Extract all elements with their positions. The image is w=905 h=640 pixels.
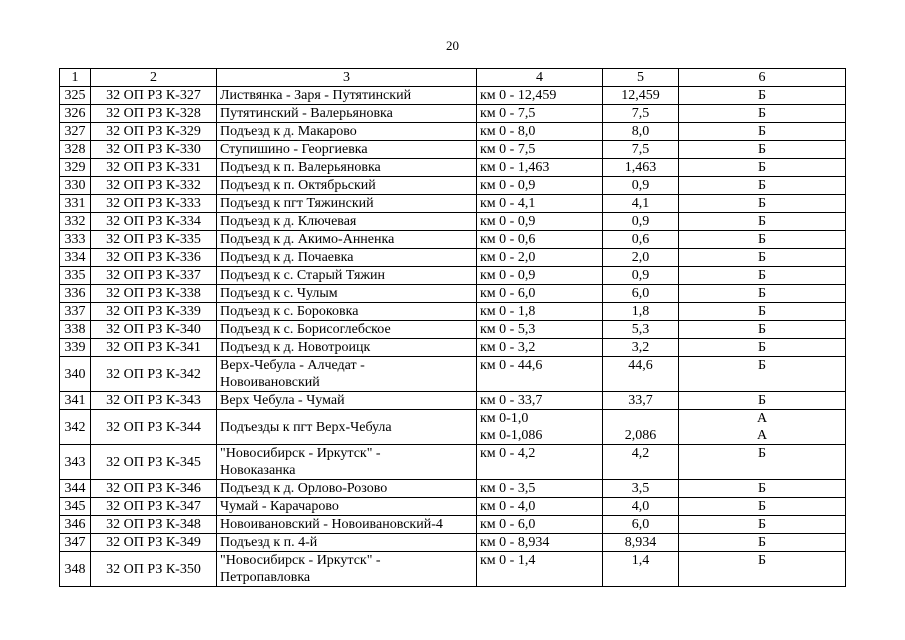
km-range-line: км 0 - 4,0 [480, 499, 536, 514]
km-range-cell [477, 339, 603, 357]
km-range-cell [477, 249, 603, 267]
road-name-cell [217, 195, 477, 213]
row-number-cell: 341 [60, 392, 91, 410]
table-row [60, 321, 846, 339]
km-range-line: км 0 - 0,9 [480, 268, 536, 283]
road-name-line: Подъезд к д. Ключевая [220, 214, 357, 229]
row-number-cell: 348 [60, 552, 91, 587]
category-line: Б [757, 88, 767, 103]
length-cell [603, 516, 679, 534]
road-code-cell: 32 ОП РЗ К-343 [91, 392, 217, 410]
road-name-line: Петропавловка [220, 570, 311, 585]
length-line: 1,8 [631, 304, 650, 319]
category-cell [679, 321, 846, 339]
km-range-cell [477, 141, 603, 159]
km-range-line: км 0-1,086 [480, 428, 543, 443]
category-line: Б [757, 178, 767, 193]
length-line: 0,9 [631, 178, 650, 193]
category-cell [679, 249, 846, 267]
category-cell [679, 498, 846, 516]
header-cell: 1 [60, 69, 91, 87]
length-line: 6,0 [631, 286, 650, 301]
road-name-line: Ступишино - Георгиевка [220, 142, 368, 157]
road-name-cell [217, 177, 477, 195]
row-number-cell: 332 [60, 213, 91, 231]
km-range-cell [477, 123, 603, 141]
road-name-cell [217, 213, 477, 231]
row-number-cell: 335 [60, 267, 91, 285]
km-range-line: км 0 - 8,934 [480, 535, 550, 550]
road-name-line: Подъезд к д. Новотроицк [220, 340, 371, 355]
category-line: Б [757, 499, 767, 514]
road-name-line: Новоивановский [220, 375, 320, 390]
km-range-line: км 0 - 8,0 [480, 124, 536, 139]
category-line: Б [757, 535, 767, 550]
road-name-line: Подъезды к пгт Верх-Чебула [220, 419, 392, 435]
category-cell [679, 267, 846, 285]
category-line: Б [757, 160, 767, 175]
table-row [60, 552, 846, 587]
road-name-cell [217, 321, 477, 339]
table-row [60, 87, 846, 105]
road-name-cell [217, 445, 477, 480]
length-line: 33,7 [628, 393, 653, 408]
road-code-cell: 32 ОП РЗ К-348 [91, 516, 217, 534]
table-row [60, 267, 846, 285]
road-name-cell [217, 410, 477, 445]
table-row [60, 303, 846, 321]
road-name-cell [217, 285, 477, 303]
road-name-cell [217, 480, 477, 498]
km-range-cell [477, 195, 603, 213]
row-number-cell: 336 [60, 285, 91, 303]
km-range-cell [477, 410, 603, 445]
category-cell [679, 339, 846, 357]
length-line [606, 410, 675, 427]
length-cell [603, 249, 679, 267]
road-name-line: Подъезд к с. Старый Тяжин [220, 268, 386, 283]
road-name-line: Подъезд к п. Октябрьский [220, 178, 376, 193]
length-cell [603, 87, 679, 105]
table-row [60, 498, 846, 516]
road-name-cell [217, 534, 477, 552]
row-number-cell: 334 [60, 249, 91, 267]
category-line: Б [757, 340, 767, 355]
category-line: Б [757, 214, 767, 229]
road-code-cell: 32 ОП РЗ К-341 [91, 339, 217, 357]
road-name-cell [217, 303, 477, 321]
category-line: А [756, 428, 768, 443]
header-row [60, 69, 846, 87]
row-number-cell: 333 [60, 231, 91, 249]
row-number-cell: 342 [60, 410, 91, 445]
km-range-cell [477, 267, 603, 285]
road-code-cell: 32 ОП РЗ К-340 [91, 321, 217, 339]
table-row [60, 195, 846, 213]
km-range-line: км 0 - 6,0 [480, 517, 536, 532]
header-cell: 4 [477, 69, 603, 87]
km-range-line: км 0 - 0,9 [480, 214, 536, 229]
length-cell [603, 339, 679, 357]
road-name-cell [217, 123, 477, 141]
km-range-cell [477, 534, 603, 552]
km-range-line: км 0 - 0,9 [480, 178, 536, 193]
length-cell [603, 534, 679, 552]
length-cell [603, 498, 679, 516]
km-range-cell [477, 357, 603, 392]
road-name-line: "Новосибирск - Иркутск" - [220, 553, 381, 568]
page-number: 20 [446, 38, 459, 53]
category-cell [679, 213, 846, 231]
road-name-cell [217, 498, 477, 516]
table-row [60, 480, 846, 498]
km-range-line: км 0 - 5,3 [480, 322, 536, 337]
row-number-cell: 337 [60, 303, 91, 321]
category-cell [679, 357, 846, 392]
road-code-cell: 32 ОП РЗ К-346 [91, 480, 217, 498]
road-code-cell: 32 ОП РЗ К-328 [91, 105, 217, 123]
table-row [60, 445, 846, 480]
km-range-line: км 0 - 0,6 [480, 232, 536, 247]
road-code-cell: 32 ОП РЗ К-350 [91, 552, 217, 587]
road-code-cell: 32 ОП РЗ К-330 [91, 141, 217, 159]
road-code-cell: 32 ОП РЗ К-334 [91, 213, 217, 231]
road-code-cell: 32 ОП РЗ К-336 [91, 249, 217, 267]
category-line: Б [757, 393, 767, 408]
length-cell [603, 213, 679, 231]
km-range-cell [477, 321, 603, 339]
km-range-line: км 0 - 4,1 [480, 196, 536, 211]
table-row [60, 141, 846, 159]
road-name-line: Подъезд к с. Борисоглебское [220, 322, 391, 337]
category-cell [679, 141, 846, 159]
road-name-cell [217, 392, 477, 410]
km-range-cell [477, 177, 603, 195]
road-name-cell [217, 339, 477, 357]
row-number-cell: 327 [60, 123, 91, 141]
row-number-cell: 340 [60, 357, 91, 392]
table-row [60, 285, 846, 303]
length-cell [603, 105, 679, 123]
row-number-cell: 329 [60, 159, 91, 177]
km-range-cell [477, 231, 603, 249]
km-range-cell [477, 213, 603, 231]
length-cell [603, 445, 679, 480]
table-row [60, 123, 846, 141]
km-range-line: км 0 - 3,5 [480, 481, 536, 496]
length-line: 2,0 [631, 250, 650, 265]
length-cell [603, 480, 679, 498]
km-range-line: км 0 - 6,0 [480, 286, 536, 301]
table-row [60, 177, 846, 195]
category-cell [679, 534, 846, 552]
category-cell [679, 159, 846, 177]
length-cell [603, 231, 679, 249]
length-cell [603, 321, 679, 339]
row-number-cell: 330 [60, 177, 91, 195]
category-line: А [756, 411, 768, 426]
category-line: Б [757, 232, 767, 247]
table-row [60, 339, 846, 357]
road-name-line: Подъезд к п. Валерьяновка [220, 160, 381, 175]
category-cell [679, 480, 846, 498]
table-row [60, 159, 846, 177]
category-cell [679, 195, 846, 213]
table-row [60, 105, 846, 123]
road-name-cell [217, 552, 477, 587]
length-line: 7,5 [631, 142, 650, 157]
table-row [60, 516, 846, 534]
table-row [60, 357, 846, 392]
km-range-line: км 0 - 7,5 [480, 106, 536, 121]
road-name-line: "Новосибирск - Иркутск" - [220, 446, 381, 461]
category-line: Б [757, 358, 767, 373]
row-number-cell: 338 [60, 321, 91, 339]
road-code-cell: 32 ОП РЗ К-339 [91, 303, 217, 321]
header-cell: 5 [603, 69, 679, 87]
road-name-line: Путятинский - Валерьяновка [220, 106, 393, 121]
road-name-cell [217, 141, 477, 159]
road-code-cell: 32 ОП РЗ К-338 [91, 285, 217, 303]
length-cell [603, 552, 679, 587]
km-range-cell [477, 445, 603, 480]
length-line: 3,2 [631, 340, 650, 355]
length-line: 44,6 [628, 358, 653, 373]
road-name-line: Подъезд к д. Орлово-Розово [220, 481, 388, 496]
table-row [60, 392, 846, 410]
length-line: 0,9 [631, 268, 650, 283]
road-name-line: Новоказанка [220, 463, 296, 478]
road-code-cell: 32 ОП РЗ К-345 [91, 445, 217, 480]
road-code-cell: 32 ОП РЗ К-329 [91, 123, 217, 141]
road-code-cell: 32 ОП РЗ К-349 [91, 534, 217, 552]
category-line: Б [757, 481, 767, 496]
category-line: Б [757, 286, 767, 301]
road-code-cell: 32 ОП РЗ К-342 [91, 357, 217, 392]
length-line: 8,0 [631, 124, 650, 139]
road-code-cell: 32 ОП РЗ К-335 [91, 231, 217, 249]
row-number-cell: 328 [60, 141, 91, 159]
road-name-line: Новоивановский - Новоивановский-4 [220, 517, 443, 532]
header-cell: 2 [91, 69, 217, 87]
road-code-cell: 32 ОП РЗ К-333 [91, 195, 217, 213]
road-code-cell: 32 ОП РЗ К-337 [91, 267, 217, 285]
length-line: 4,1 [631, 196, 650, 211]
road-name-cell [217, 357, 477, 392]
category-line: Б [757, 517, 767, 532]
category-cell [679, 516, 846, 534]
row-number-cell: 326 [60, 105, 91, 123]
category-cell [679, 123, 846, 141]
km-range-cell [477, 392, 603, 410]
length-line: 4,2 [631, 446, 650, 461]
km-range-line: км 0 - 3,2 [480, 340, 536, 355]
km-range-cell [477, 285, 603, 303]
category-line: Б [757, 268, 767, 283]
category-line: Б [757, 124, 767, 139]
km-range-line: км 0 - 1,463 [480, 160, 550, 175]
km-range-cell [477, 87, 603, 105]
category-line: Б [757, 322, 767, 337]
length-cell [603, 392, 679, 410]
length-line: 0,9 [631, 214, 650, 229]
road-name-line: Подъезд к д. Почаевка [220, 250, 354, 265]
road-code-cell: 32 ОП РЗ К-344 [91, 410, 217, 445]
road-name-line: Подъезд к пгт Тяжинский [220, 196, 374, 211]
length-line: 2,086 [624, 428, 657, 443]
length-line: 1,4 [631, 553, 650, 568]
category-cell [679, 303, 846, 321]
road-name-cell [217, 231, 477, 249]
length-cell [603, 177, 679, 195]
km-range-line: км 0 - 33,7 [480, 393, 543, 408]
category-cell [679, 445, 846, 480]
road-code-cell: 32 ОП РЗ К-327 [91, 87, 217, 105]
table-row [60, 410, 846, 445]
row-number-cell: 344 [60, 480, 91, 498]
category-line: Б [757, 106, 767, 121]
road-name-line: Подъезд к п. 4-й [220, 535, 318, 550]
km-range-line: км 0 - 2,0 [480, 250, 536, 265]
km-range-cell [477, 516, 603, 534]
road-name-cell [217, 159, 477, 177]
category-line: Б [757, 304, 767, 319]
road-name-line: Подъезд к д. Акимо-Анненка [220, 232, 395, 247]
category-cell [679, 552, 846, 587]
road-name-line: Чумай - Карачарово [220, 499, 339, 514]
road-name-line: Листвянка - Заря - Путятинский [220, 88, 412, 103]
length-line: 7,5 [631, 106, 650, 121]
road-name-cell [217, 249, 477, 267]
km-range-line: км 0-1,0 [480, 411, 529, 426]
road-name-cell [217, 87, 477, 105]
table-row [60, 534, 846, 552]
category-cell [679, 105, 846, 123]
road-name-cell [217, 267, 477, 285]
km-range-cell [477, 303, 603, 321]
roads-table [59, 68, 846, 587]
length-cell [603, 410, 679, 445]
table-row [60, 213, 846, 231]
length-cell [603, 159, 679, 177]
length-line: 0,6 [631, 232, 650, 247]
km-range-cell [477, 498, 603, 516]
road-name-line: Подъезд к с. Чулым [220, 286, 338, 301]
length-line: 3,5 [631, 481, 650, 496]
length-line: 6,0 [631, 517, 650, 532]
row-number-cell: 339 [60, 339, 91, 357]
header-cell: 6 [679, 69, 846, 87]
road-code-cell: 32 ОП РЗ К-332 [91, 177, 217, 195]
category-cell [679, 87, 846, 105]
road-name-line: Верх Чебула - Чумай [220, 393, 345, 408]
km-range-line: км 0 - 1,8 [480, 304, 536, 319]
category-cell [679, 410, 846, 445]
row-number-cell: 331 [60, 195, 91, 213]
header-cell: 3 [217, 69, 477, 87]
road-name-cell [217, 105, 477, 123]
km-range-line: км 0 - 7,5 [480, 142, 536, 157]
km-range-line: км 0 - 4,2 [480, 446, 536, 461]
road-name-line: Верх-Чебула - Алчедат - [220, 358, 365, 373]
road-name-cell [217, 516, 477, 534]
road-name-line: Подъезд к д. Макарово [220, 124, 357, 139]
length-line: 8,934 [624, 535, 657, 550]
length-cell [603, 267, 679, 285]
category-line: Б [757, 446, 767, 461]
length-cell [603, 303, 679, 321]
km-range-cell [477, 552, 603, 587]
category-cell [679, 177, 846, 195]
km-range-line: км 0 - 12,459 [480, 88, 557, 103]
km-range-cell [477, 105, 603, 123]
row-number-cell: 343 [60, 445, 91, 480]
km-range-line: км 0 - 1,4 [480, 553, 536, 568]
length-line: 5,3 [631, 322, 650, 337]
length-line: 1,463 [624, 160, 657, 175]
category-line: Б [757, 196, 767, 211]
table-body [60, 87, 846, 587]
category-cell [679, 231, 846, 249]
row-number-cell: 345 [60, 498, 91, 516]
road-code-cell: 32 ОП РЗ К-347 [91, 498, 217, 516]
road-name-line: Подъезд к с. Бороковка [220, 304, 359, 319]
row-number-cell: 347 [60, 534, 91, 552]
category-line: Б [757, 553, 767, 568]
length-line: 12,459 [621, 88, 660, 103]
km-range-cell [477, 159, 603, 177]
length-cell [603, 285, 679, 303]
table-row [60, 249, 846, 267]
km-range-line: км 0 - 44,6 [480, 358, 543, 373]
road-code-cell: 32 ОП РЗ К-331 [91, 159, 217, 177]
category-line: Б [757, 142, 767, 157]
category-cell [679, 285, 846, 303]
length-line: 4,0 [631, 499, 650, 514]
length-cell [603, 195, 679, 213]
length-cell [603, 141, 679, 159]
length-cell [603, 357, 679, 392]
table-row [60, 231, 846, 249]
category-line: Б [757, 250, 767, 265]
km-range-cell [477, 480, 603, 498]
length-cell [603, 123, 679, 141]
row-number-cell: 346 [60, 516, 91, 534]
category-cell [679, 392, 846, 410]
row-number-cell: 325 [60, 87, 91, 105]
